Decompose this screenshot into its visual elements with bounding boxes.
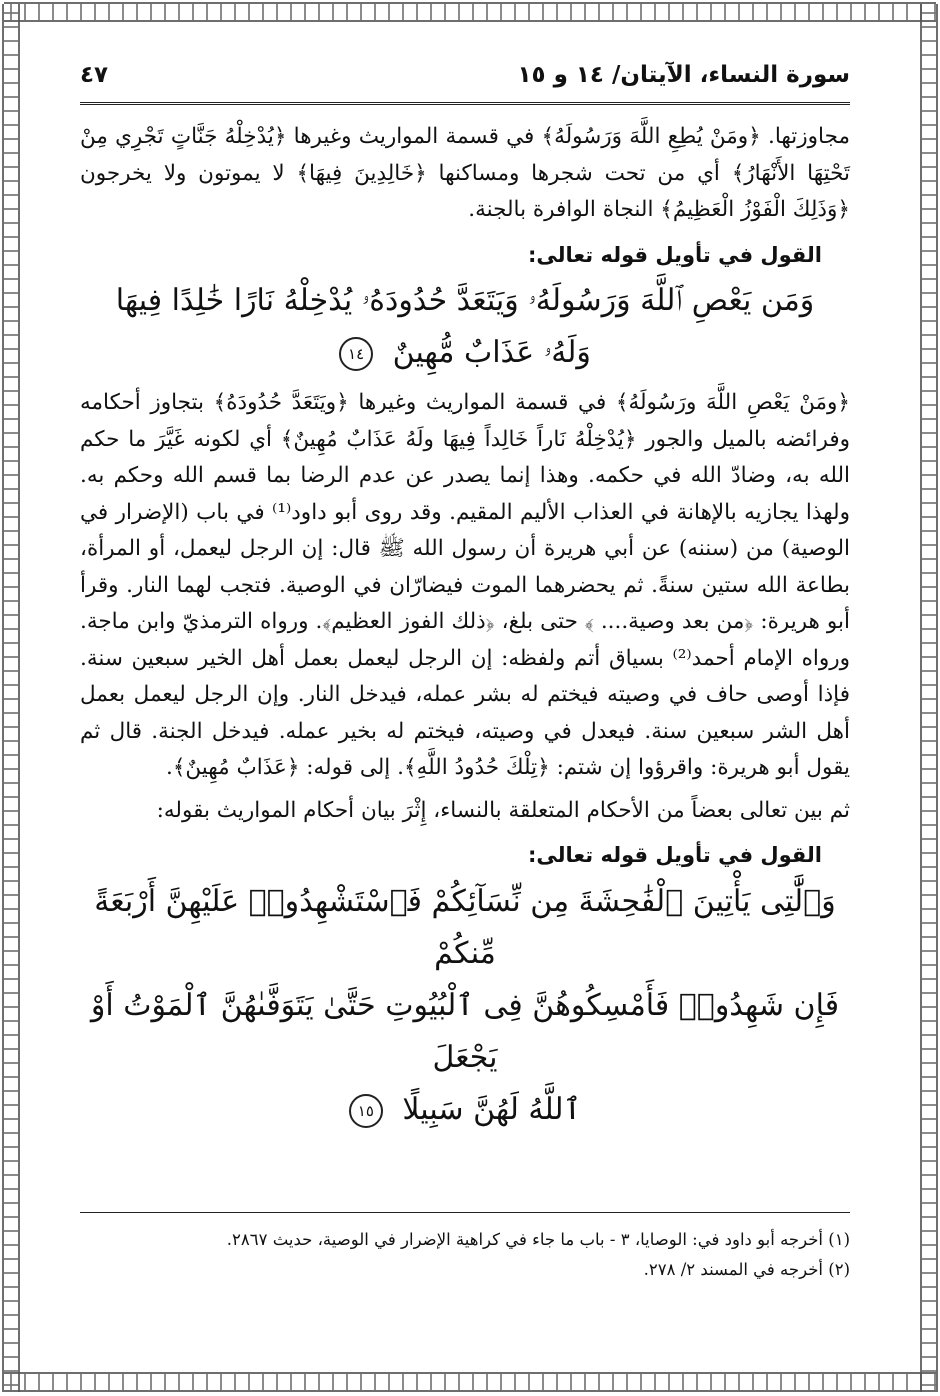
quran-verse-14 xyxy=(80,275,850,379)
verse-number-15: ١٥ xyxy=(349,1094,383,1128)
footnote-2: (٢) أخرجه في المسند ٢/ ٢٧٨. xyxy=(643,1260,850,1279)
verse-14-line-2 xyxy=(80,327,850,379)
verse-15-line-2: فَإِن شَهِدُوا۟ فَأَمْسِكُوهُنَّ فِى ٱلْبُيُوتِ حَتَّىٰ يَتَوَفَّىٰهُنَّ ٱلْمَوْتُ أَوْ يَجْعَلَ xyxy=(90,987,840,1075)
verse-14-line-2-text: وَلَهُۥ عَذَابٌ مُّهِينٌ xyxy=(392,335,591,370)
footnote-1: (١) أخرجه أبو داود في: الوصايا، ٣ - باب ما جاء في كراهية الإضرار في الوصية، حديث ٢٨٦٧. xyxy=(226,1230,850,1249)
ornamental-border-right xyxy=(920,4,938,1392)
quran-verse-15 xyxy=(80,876,850,1136)
main-text xyxy=(80,119,850,1136)
footnotes xyxy=(80,1212,850,1285)
verse-number-14: ١٤ xyxy=(339,337,373,371)
paragraph-1: مجاوزتها. ﴿ومَنْ يُطِعِ اللَّهَ وَرَسُولَهُ﴾ في قسمة المواريث وغيرها ﴿يُدْخِلْهُ جَنَّاتٍ تَجْرِي مِنْ تَحْتِهَا الأَنْهَارُ﴾ أي من تحت شجرها ومساكنها ﴿خَالِدِينَ فِيهَا﴾ لا يموتون ولا يخرجون ﴿وَذَلِكَ الْفَوْزُ الْعَظِيمُ﴾ النجاة الوافرة بالجنة. xyxy=(80,124,850,222)
paragraph-2: ﴿ومَنْ يَعْصِ اللَّهَ ورَسُولَهُ﴾ في قسمة المواريث وغيرها ﴿ويَتَعَدَّ حُدُودَهُ﴾ بتجاوز أحكامه وفرائضه بالميل والجور ﴿يُدْخِلْهُ نَاراً خَالِداً فِيهَا ولَهُ عَذَابٌ مُهِينٌ﴾ أي لكونه غَيَّرَ ما حكم الله به، وضادّ الله في حكمه. وهذا إنما يصدر عن عدم الرضا بما قسم الله وحكم به. ولهذا يجازيه بالإهانة في العذاب الأليم المقيم. وقد روى أبو داود⁽¹⁾ في باب (الإضرار في الوصية) من (سننه) عن أبي هريرة أن رسول الله ﷺ قال: إن الرجل ليعمل، أو المرأة، بطاعة الله ستين سنةً. ثم يحضرهما الموت فيضارّان في الوصية. فتجب لهما النار. وقرأ أبو هريرة: ﴿من بعد وصية.... ﴾ حتى بلغ، ﴿ذلك الفوز العظيم﴾. ورواه الترمذيّ وابن ماجة. ورواه الإمام أحمد⁽²⁾ بسياق أتم ولفظه: إن الرجل ليعمل بعمل أهل الخير سبعين سنة. فإذا أوصى حاف في وصيته فيختم له بشر عمله، فيدخل النار. وإن الرجل ليعمل بعمل أهل الشر سبعين سنة. فيعدل في وصيته، فيختم له بخير عمله. فيدخل الجنة. قال ثم يقول أبو هريرة: واقرؤوا إن شتم: ﴿تِلْكَ حُدُودُ اللَّهِ﴾. إلى قوله: ﴿عَذَابٌ مُهِينٌ﴾. xyxy=(80,390,850,780)
ornamental-border-left xyxy=(2,4,20,1392)
paragraph-3: ثم بين تعالى بعضاً من الأحكام المتعلقة بالنساء، إِثْرَ بيان أحكام المواريث بقوله: xyxy=(156,797,850,823)
section-heading-1: القول في تأويل قوله تعالى: xyxy=(528,242,822,267)
section-heading-2: القول في تأويل قوله تعالى: xyxy=(528,843,822,867)
verse-15-line-3 xyxy=(80,1084,850,1136)
ornamental-border-top xyxy=(4,2,936,22)
running-header xyxy=(80,62,850,105)
page-number: ٤٧ xyxy=(80,62,109,88)
verse-15-line-3-text: ٱللَّهُ لَهُنَّ سَبِيلًا xyxy=(402,1091,582,1127)
verse-15-line-1: وَٱلَّٰتِى يَأْتِينَ ٱلْفَٰحِشَةَ مِن نِّسَآئِكُمْ فَٱسْتَشْهِدُوا۟ عَلَيْهِنَّ أَرْبَعَةً مِّنكُمْ xyxy=(94,883,836,971)
book-page xyxy=(80,62,850,1362)
header-title: سورة النساء، الآيتان/ ١٤ و ١٥ xyxy=(517,62,850,88)
verse-14-line-1: وَمَن يَعْصِ ٱللَّهَ وَرَسُولَهُۥ وَيَتَعَدَّ حُدُودَهُۥ يُدْخِلْهُ نَارًا خَٰلِدًا فِيهَا xyxy=(115,283,815,318)
ornamental-border-bottom xyxy=(4,1372,936,1392)
